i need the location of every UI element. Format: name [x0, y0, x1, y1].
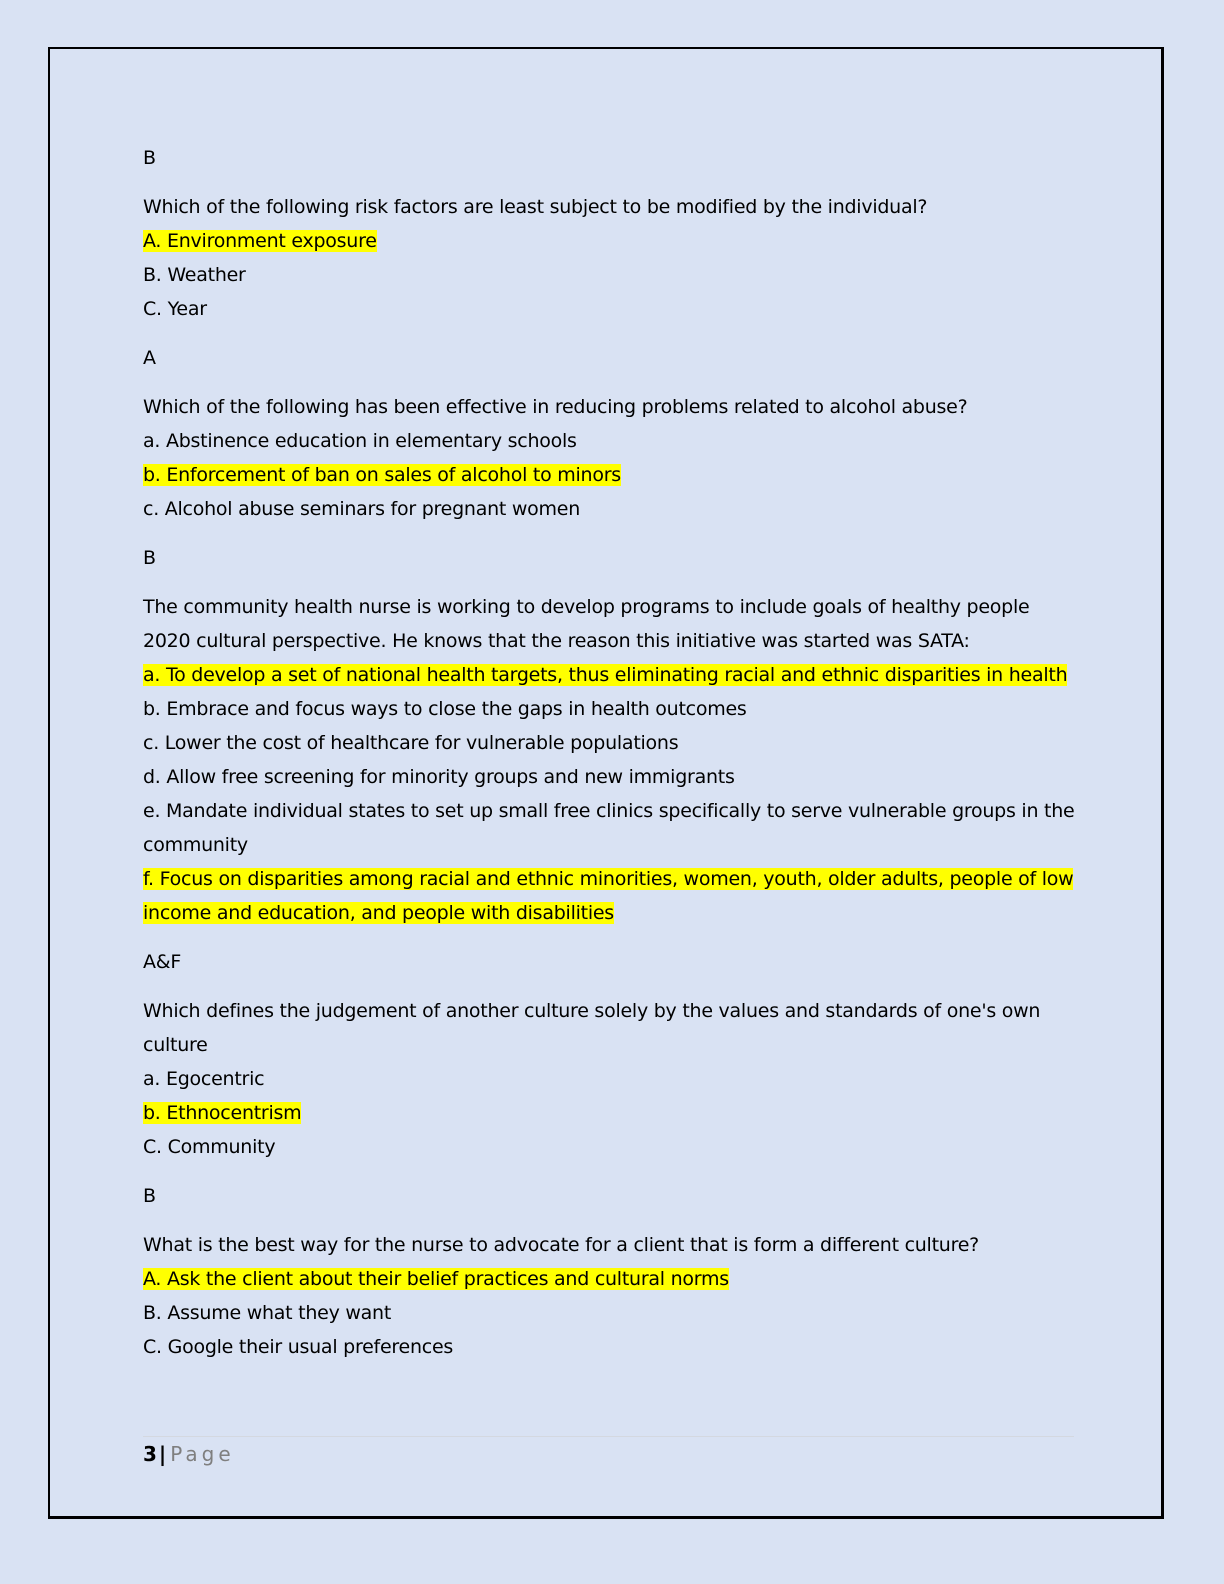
option-item	[143, 862, 1078, 930]
option-item: a. Abstinence education in elementary schools	[143, 430, 577, 452]
question-text: Which defines the judgement of another culture solely by the values and standards of one's own culture	[143, 1000, 1041, 1056]
highlighted-option: A. Ask the client about their belief practices and cultural norms	[143, 1268, 729, 1290]
answer-text: A	[143, 347, 156, 369]
option-item: C. Google their usual preferences	[143, 1336, 454, 1358]
answer-text: B	[143, 1185, 156, 1207]
option-item: b. Embrace and focus ways to close the gaps in health outcomes	[143, 698, 747, 720]
answer-label	[143, 141, 1078, 175]
answer-text: A&F	[143, 951, 181, 973]
option-item	[143, 658, 1078, 692]
option-item: C. Year	[143, 298, 207, 320]
option-item: B. Weather	[143, 264, 246, 286]
answer-label	[143, 1179, 1078, 1213]
option-item	[143, 458, 1078, 492]
option-item: B. Assume what they want	[143, 1302, 392, 1324]
document-body	[143, 141, 1078, 1364]
option-item: c. Alcohol abuse seminars for pregnant women	[143, 498, 581, 520]
option-item	[143, 1096, 1078, 1130]
answer-label	[143, 341, 1078, 375]
question-text: What is the best way for the nurse to advocate for a client that is form a different culture?	[143, 1234, 979, 1256]
option-item: d. Allow free screening for minority groups and new immigrants	[143, 766, 735, 788]
footer-separator: |	[158, 1442, 167, 1466]
highlighted-option: b. Ethnocentrism	[143, 1102, 302, 1124]
page-number: 3	[143, 1442, 157, 1466]
answer-label	[143, 541, 1078, 575]
option-item: a. Egocentric	[143, 1068, 265, 1090]
highlighted-option: f. Focus on disparities among racial and ethnic minorities, women, youth, older adults, people of low income and education, and people with disabilities	[143, 868, 1074, 924]
answer-text: B	[143, 547, 156, 569]
highlighted-option: b. Enforcement of ban on sales of alcohol to minors	[143, 464, 621, 486]
option-item	[143, 224, 1078, 258]
question-text: The community health nurse is working to develop programs to include goals of healthy people 2020 cultural perspective. He knows that the reason this initiative was started was SATA:	[143, 596, 1030, 652]
option-item: C. Community	[143, 1136, 276, 1158]
answer-text: B	[143, 147, 156, 169]
footer-divider	[143, 1436, 1074, 1437]
option-item	[143, 1262, 1078, 1296]
option-item: e. Mandate individual states to set up small free clinics specifically to serve vulnerable groups in the community	[143, 800, 1075, 856]
answer-label	[143, 945, 1078, 979]
page-label: Page	[170, 1442, 235, 1466]
question-text: Which of the following has been effective in reducing problems related to alcohol abuse?	[143, 396, 968, 418]
highlighted-option: a. To develop a set of national health targets, thus eliminating racial and ethnic disparities in health	[143, 664, 1068, 686]
question-text: Which of the following risk factors are least subject to be modified by the individual?	[143, 196, 928, 218]
highlighted-option: A. Environment exposure	[143, 230, 377, 252]
option-item: c. Lower the cost of healthcare for vulnerable populations	[143, 732, 679, 754]
page-footer	[143, 1439, 235, 1469]
